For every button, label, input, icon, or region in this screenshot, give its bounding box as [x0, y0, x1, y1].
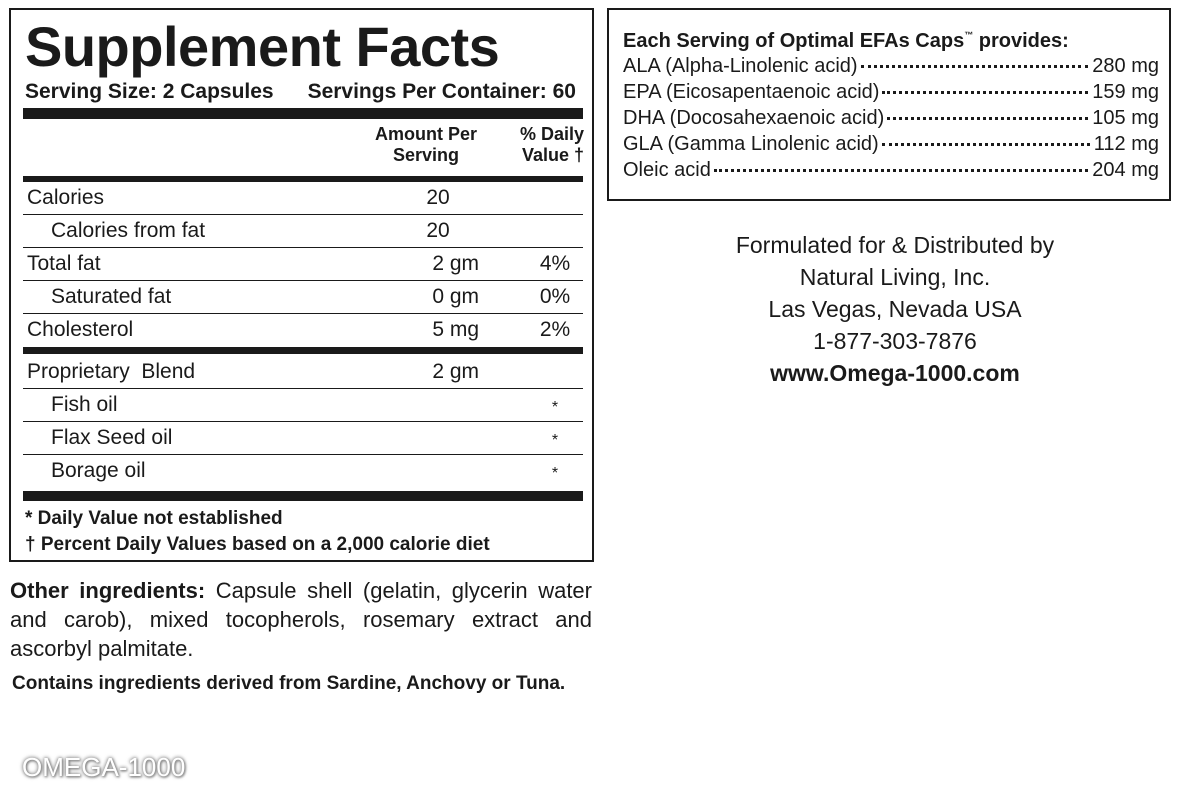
dot-leader [882, 91, 1088, 94]
divider-thick-top [23, 108, 583, 119]
distributor-info [700, 229, 1090, 389]
distributor-location: Las Vegas, Nevada USA [768, 296, 1022, 322]
nutrient-name: Proprietary Blend [27, 360, 196, 383]
facts-title: Supplement Facts [25, 15, 500, 78]
nutrient-row-calories [23, 182, 583, 215]
dot-leader [887, 117, 1088, 120]
supplement-facts-panel [9, 8, 594, 562]
nutrient-amount: 0 gm [432, 285, 479, 308]
other-ingredients-text: Capsule shell (gelatin, glycerin water and carob), mixed tocopherols, rosemary extract and ascorbyl palmitate. [10, 578, 592, 661]
efa-name: DHA (Docosahexaenoic acid) [623, 107, 885, 129]
column-header-daily-value: % Daily Value † [519, 124, 584, 165]
distributor-phone: 1-877-303-7876 [813, 328, 977, 354]
efa-row-ala [623, 53, 1159, 79]
efa-title: Each Serving of Optimal EFAs Caps™ provides: [623, 30, 1069, 52]
distributor-website-link[interactable]: www.Omega-1000.com [770, 360, 1020, 386]
efa-name: ALA (Alpha-Linolenic acid) [623, 55, 858, 77]
nutrient-amount: 2 gm [432, 360, 479, 383]
efa-row-dha [623, 105, 1159, 131]
nutrient-name: Saturated fat [51, 285, 172, 308]
efa-name: GLA (Gamma Linolenic acid) [623, 133, 879, 155]
nutrient-row-cholesterol [23, 314, 583, 347]
efa-row-gla [623, 131, 1159, 157]
nutrient-name: Flax Seed oil [51, 426, 173, 449]
efa-amount: 204 mg [1092, 159, 1159, 181]
nutrient-daily-value: * [551, 399, 559, 416]
nutrient-amount: 2 gm [432, 252, 479, 275]
nutrient-amount: 5 mg [432, 318, 479, 341]
distributor-line: Formulated for & Distributed by [735, 232, 1055, 258]
efa-row-epa [623, 79, 1159, 105]
efa-row-oleic [623, 157, 1159, 183]
other-ingredients [10, 576, 592, 663]
efa-amount: 112 mg [1093, 133, 1159, 155]
dot-leader [882, 143, 1090, 146]
nutrient-daily-value: * [551, 465, 559, 482]
dot-leader [714, 169, 1088, 172]
efa-amount: 280 mg [1092, 55, 1159, 77]
efa-amount: 159 mg [1092, 81, 1159, 103]
nutrient-name: Cholesterol [27, 318, 134, 341]
nutrient-row-total-fat [23, 248, 583, 281]
nutrient-amount: 20 [426, 219, 450, 242]
efa-amount: 105 mg [1092, 107, 1159, 129]
nutrient-row-flax-seed-oil [23, 422, 583, 455]
nutrient-row-borage-oil [23, 455, 583, 488]
serving-size: Serving Size: 2 Capsules [25, 80, 274, 103]
nutrient-row-proprietary-blend [23, 356, 583, 389]
divider-blend [23, 347, 583, 354]
efa-name: Oleic acid [623, 159, 711, 181]
allergen-statement: Contains ingredients derived from Sardine, Anchovy or Tuna. [12, 673, 566, 694]
nutrient-row-saturated-fat [23, 281, 583, 314]
footnote-percent-daily-values: † Percent Daily Values based on a 2,000 calorie diet [25, 534, 490, 555]
efa-name: EPA (Eicosapentaenoic acid) [623, 81, 880, 103]
nutrient-daily-value: 2% [539, 318, 571, 341]
brand-watermark: OMEGA-1000 [22, 752, 186, 782]
nutrient-daily-value: 0% [539, 285, 571, 308]
trademark-symbol: ™ [964, 30, 974, 40]
nutrient-row-calories-from-fat [23, 215, 583, 248]
nutrient-row-fish-oil [23, 389, 583, 422]
nutrient-name: Borage oil [51, 459, 146, 482]
nutrient-daily-value: 4% [539, 252, 571, 275]
footnote-daily-value-not-established: * Daily Value not established [25, 508, 283, 529]
nutrient-daily-value: * [551, 432, 559, 449]
dot-leader [861, 65, 1089, 68]
nutrient-name: Total fat [27, 252, 101, 275]
nutrient-name: Fish oil [51, 393, 118, 416]
nutrient-name: Calories from fat [51, 219, 206, 242]
efa-panel [607, 8, 1171, 201]
servings-per-container: Servings Per Container: 60 [307, 80, 576, 103]
nutrient-name: Calories [27, 186, 105, 209]
other-ingredients-label: Other ingredients: [10, 578, 206, 603]
divider-thick-bottom [23, 491, 583, 501]
distributor-company: Natural Living, Inc. [799, 264, 991, 290]
nutrient-amount: 20 [426, 186, 450, 209]
column-header-amount: Amount Per Serving [374, 124, 477, 165]
